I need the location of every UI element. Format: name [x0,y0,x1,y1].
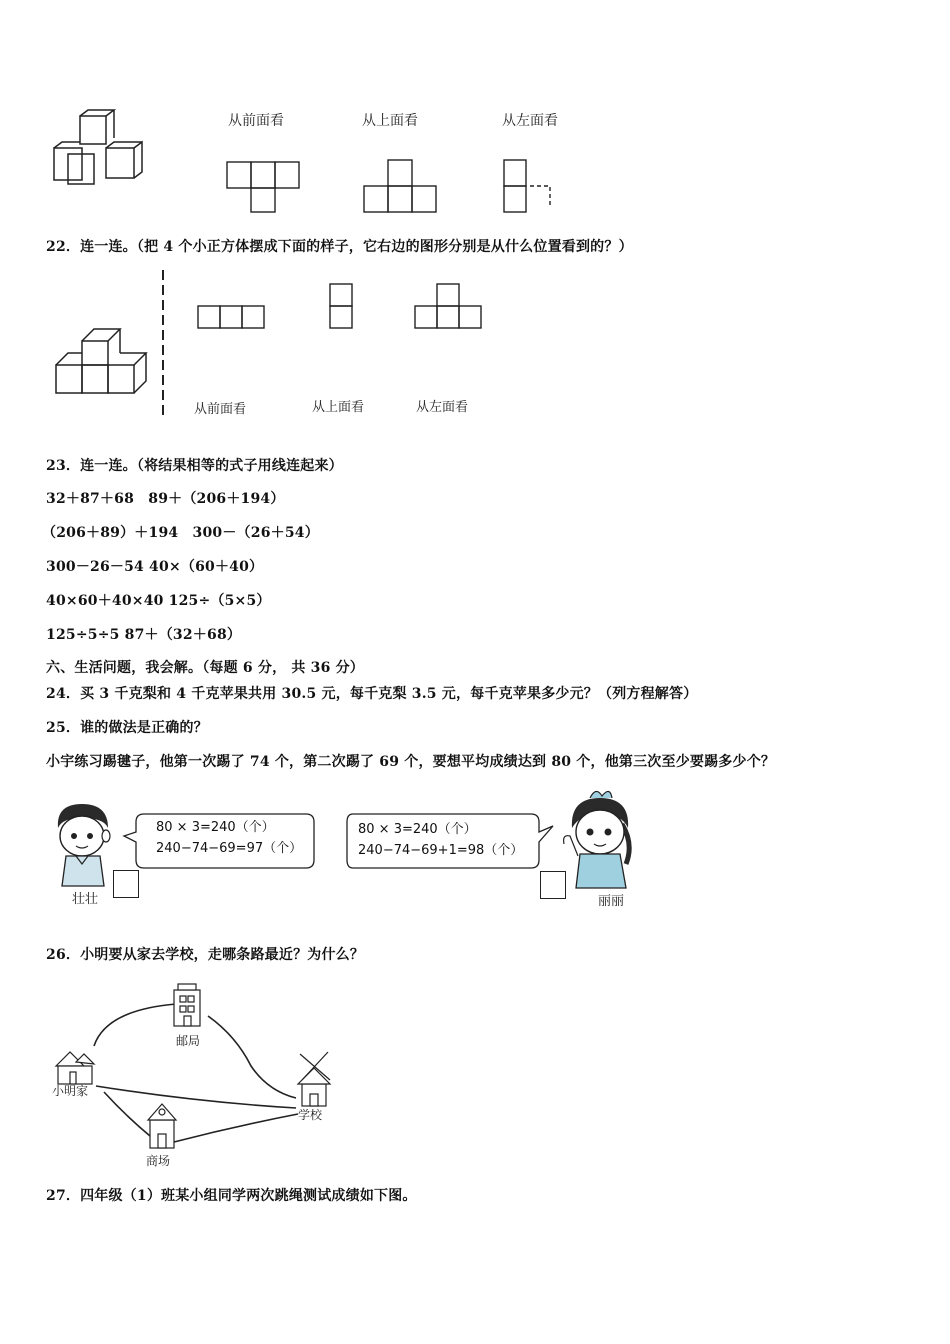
q23-row-5: 125÷5÷5 87＋（32＋68） [46,627,242,643]
left-bubble-line-1: 80 × 3=240（个） [156,820,275,835]
q24-text: 24．买 3 千克梨和 4 千克苹果共用 30.5 元，每千克梨 3.5 元，每千克苹果多少元？（列方程解答） [46,686,698,702]
route-map [46,976,346,1175]
section6-title: 六、生活问题，我会解。（每题 6 分， 共 36 分） [46,660,364,676]
q27-text: 27．四年级（1）班某小组同学两次跳绳测试成绩如下图。 [46,1188,417,1204]
q21-top-view [362,158,442,218]
q21-left-view [502,158,558,220]
q22-view-three-row [196,304,268,334]
q21-cube-figure [50,108,150,188]
boy-avatar [48,798,118,892]
girl-avatar [560,784,640,896]
q21-front-view [225,158,305,218]
left-character-name: 壮壮 [72,892,99,907]
q25-story: 小宇练习踢毽子，他第一次踢了 74 个，第二次踢了 69 个，要想平均成绩达到 80 个，他第三次至少要踢多少个？ [46,754,776,770]
q21-view-front-label: 从前面看 [228,113,284,129]
left-answer-box[interactable] [113,870,139,898]
q22-text: 22．连一连。（把 4 个小正方体摆成下面的样子，它右边的图形分别是从什么位置看到的？） [46,239,633,255]
post-office-label: 邮局 [176,1034,201,1048]
left-bubble-line-2: 240−74−69=97（个） [156,841,303,856]
q22-cube-figure [52,325,154,404]
q22-view-two-column [328,282,354,334]
mall-icon [148,1104,176,1148]
q22-view-front-label: 从前面看 [194,402,247,417]
school-label: 学校 [298,1108,323,1122]
q22-view-t-shape [413,282,485,334]
right-bubble-line-2: 240−74−69+1=98（个） [358,843,524,858]
right-character-name: 丽丽 [598,894,625,909]
q22-view-top-label: 从上面看 [312,400,365,415]
q22-view-left-label: 从左面看 [416,400,469,415]
q21-view-top-label: 从上面看 [362,113,418,129]
q23-row-1: 32＋87＋68 89＋（206＋194） [46,491,285,507]
home-icon [56,1052,94,1084]
q26-text: 26．小明要从家去学校，走哪条路最近？为什么？ [46,947,365,963]
home-label: 小明家 [52,1084,89,1098]
mall-label: 商场 [146,1154,171,1168]
q23-row-4: 40×60＋40×40 125÷（5×5） [46,593,271,609]
q23-text: 23．连一连。（将结果相等的式子用线连起来） [46,458,343,474]
post-office-icon [174,984,200,1026]
q23-row-2: （206＋89）＋194 300－（26＋54） [42,525,319,541]
right-bubble-line-1: 80 × 3=240（个） [358,822,477,837]
q22-divider [160,270,166,420]
school-icon [298,1052,330,1106]
q21-view-left-label: 从左面看 [502,113,558,129]
q25-text: 25．谁的做法是正确的？ [46,720,208,736]
q23-row-3: 300－26－54 40×（60＋40） [46,559,264,575]
